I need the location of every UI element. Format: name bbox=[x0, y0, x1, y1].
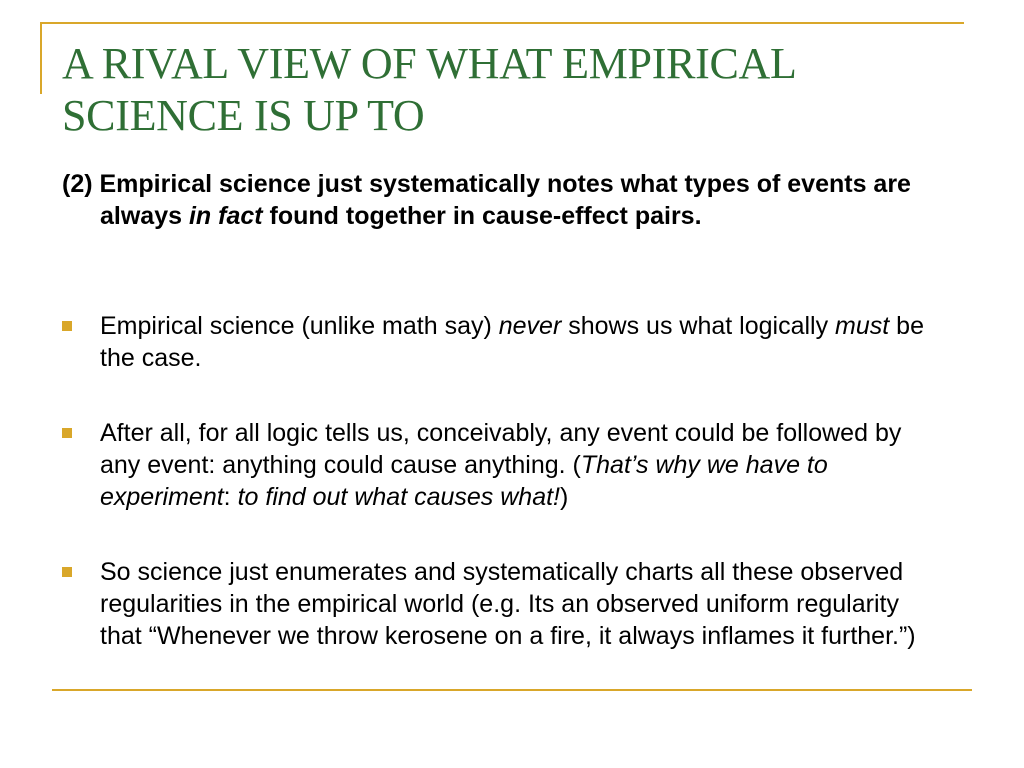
bullet-list bbox=[62, 310, 942, 695]
square-bullet-icon bbox=[62, 428, 72, 438]
left-accent-rule bbox=[40, 22, 42, 94]
square-bullet-icon bbox=[62, 567, 72, 577]
bottom-accent-rule bbox=[52, 689, 972, 691]
bullet-1-text-2: shows us what logically bbox=[561, 312, 836, 340]
square-bullet-icon bbox=[62, 321, 72, 331]
bullet-item-2 bbox=[62, 417, 942, 513]
bullet-2-text-1: After all, for all logic tells us, conceivably, any event could be followed by any event: anything could cause anything. ( bbox=[100, 419, 902, 479]
intro-emphasis: in fact bbox=[188, 202, 263, 230]
bullet-3-text: So science just enumerates and systematically charts all these observed regularities in the empirical world (e.g. Its an observed uniform regularity that “Whenever we throw kerosene on a fire, it always inflames it further.”) bbox=[100, 558, 916, 650]
top-accent-rule bbox=[40, 22, 964, 24]
bullet-2-text-3: ) bbox=[560, 483, 569, 511]
intro-text-part2: found together in cause-effect pairs. bbox=[262, 202, 702, 230]
bullet-1-text-3: be the case. bbox=[100, 312, 924, 372]
bullet-2-emphasis-1: That’s why we have to experiment bbox=[100, 451, 828, 511]
bullet-1-text-1: Empirical science (unlike math say) bbox=[100, 312, 499, 340]
bullet-item-3 bbox=[62, 556, 942, 652]
bullet-item-1 bbox=[62, 310, 942, 374]
intro-paragraph bbox=[62, 168, 980, 232]
bullet-1-emphasis-2: must bbox=[835, 312, 890, 340]
bullet-2-emphasis-2: to find out what causes what! bbox=[237, 483, 560, 511]
slide-title: A RIVAL VIEW OF WHAT EMPIRICAL SCIENCE IS UP TO bbox=[62, 39, 795, 140]
intro-text-part1: (2) Empirical science just systematically notes what types of events are always bbox=[62, 170, 911, 230]
bullet-1-emphasis-1: never bbox=[498, 312, 562, 340]
bullet-2-text-2: : bbox=[223, 483, 238, 511]
